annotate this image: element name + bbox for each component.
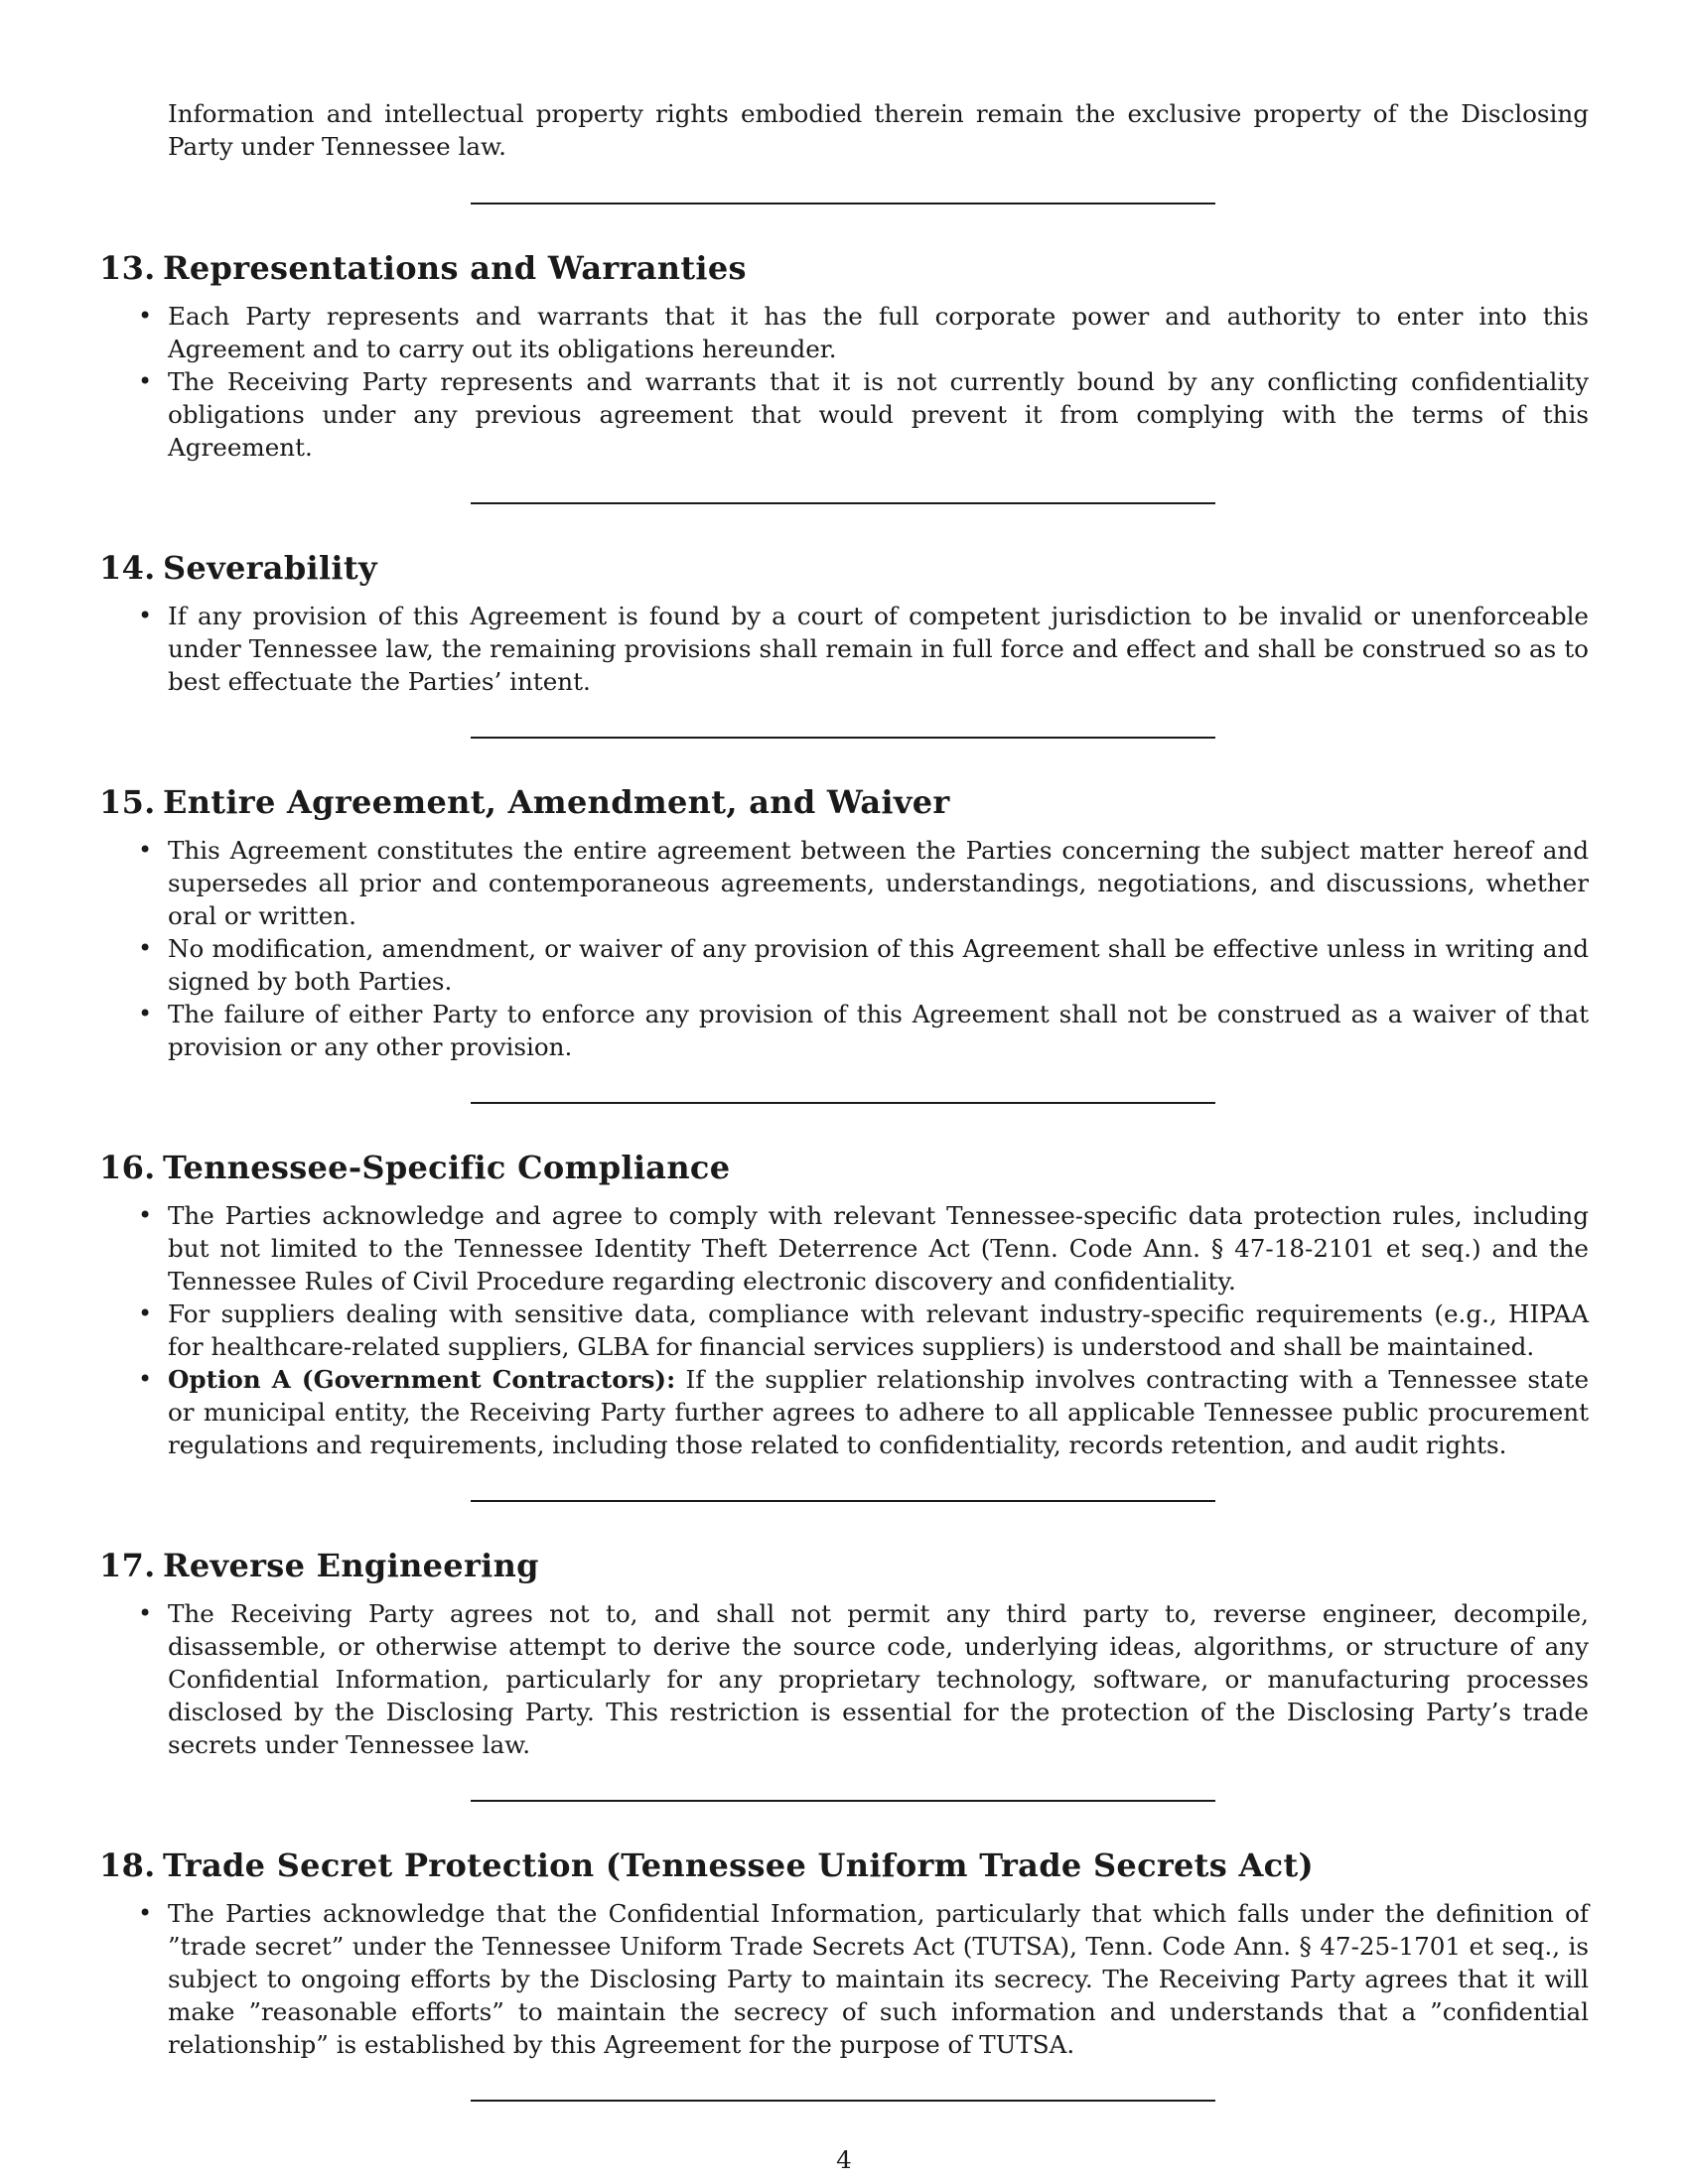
bullet-list [99, 1897, 1589, 2061]
list-item-text: Each Party represents and warrants that it has the full corporate power and authority to enter into this Agreement and to carry out its obligations hereunder. [168, 302, 1589, 363]
list-item [138, 600, 1589, 698]
bullet-icon: • [138, 934, 153, 962]
section-divider [471, 1500, 1215, 1502]
section-heading [99, 782, 1589, 822]
section-title: Representations and Warranties [163, 249, 747, 287]
list-item-text: The Parties acknowledge and agree to comply with relevant Tennessee-specific data protection rules, including but not limited to the Tennessee Identity Theft Deterrence Act (Tenn. Code Ann. § 47-18-2101 et seq.) and the Tennessee Rules of Civil Procedure regarding electronic discovery and confidentiality. [168, 1201, 1589, 1296]
section-number: 13. [99, 249, 156, 287]
section-number: 15. [99, 783, 156, 821]
option-label: Option A (Government Contractors): [168, 1365, 676, 1394]
list-item-text: No modification, amendment, or waiver of any provision of this Agreement shall be effective unless in writing and signed by both Parties. [168, 934, 1589, 996]
list-item [138, 932, 1589, 998]
bullet-list [99, 600, 1589, 698]
section-title: Entire Agreement, Amendment, and Waiver [163, 783, 950, 821]
list-item [138, 1297, 1589, 1363]
section-14 [99, 548, 1589, 698]
section-18 [99, 1845, 1589, 2061]
section-number: 17. [99, 1547, 156, 1584]
bullet-icon: • [138, 1201, 153, 1229]
section-15 [99, 782, 1589, 1063]
section-divider [471, 2100, 1215, 2102]
section-heading [99, 548, 1589, 588]
section-13 [99, 248, 1589, 464]
bullet-icon: • [138, 1899, 153, 1927]
section-heading [99, 248, 1589, 288]
section-title: Reverse Engineering [163, 1547, 539, 1584]
bullet-list [99, 300, 1589, 464]
section-17 [99, 1546, 1589, 1761]
section-16 [99, 1148, 1589, 1461]
bullet-icon: • [138, 836, 153, 864]
list-item [138, 1897, 1589, 2061]
section-divider [471, 502, 1215, 504]
list-item [138, 998, 1589, 1063]
bullet-icon: • [138, 1599, 153, 1627]
section-divider [471, 737, 1215, 739]
section-divider [471, 203, 1215, 205]
bullet-icon: • [138, 1365, 153, 1393]
bullet-icon: • [138, 1299, 153, 1327]
list-item-text: The Receiving Party agrees not to, and shall not permit any third party to, reverse engineer, decompile, disassemble, or otherwise attempt to derive the source code, underlying ideas, algorithms, or structure of any Confidential Information, particularly for any proprietary technology, software, or manufacturing processes disclosed by the Disclosing Party. This restriction is essential for the protection of the Disclosing Party’s trade secrets under Tennessee law. [168, 1599, 1589, 1759]
list-item-text: The failure of either Party to enforce any provision of this Agreement shall not be construed as a waiver of that provision or any other provision. [168, 1000, 1589, 1061]
section-number: 18. [99, 1846, 156, 1884]
bullet-list [99, 1597, 1589, 1761]
bullet-icon: • [138, 1000, 153, 1027]
list-item-text: The Receiving Party represents and warrants that it is not currently bound by any conflicting confidentiality obligations under any previous agreement that would prevent it from complying with the terms of this Agreement. [168, 367, 1589, 462]
section-number: 16. [99, 1149, 156, 1186]
section-title: Severability [163, 549, 377, 587]
list-item [138, 1597, 1589, 1761]
bullet-list [99, 834, 1589, 1063]
list-item-text: The Parties acknowledge that the Confidential Information, particularly that which falls under the definition of ”trade secret” under the Tennessee Uniform Trade Secrets Act (TUTSA), Tenn. Code Ann. § 47-25-1701 et seq., is subject to ongoing efforts by the Disclosing Party to maintain its secrecy. The Receiving Party agrees that it will make ”reasonable efforts” to maintain the secrecy of such information and understands that a ”confidential relationship” is established by this Agreement for the purpose of TUTSA. [168, 1899, 1589, 2059]
list-item-text: If any provision of this Agreement is found by a court of competent jurisdiction to be invalid or unenforceable under Tennessee law, the remaining provisions shall remain in full force and effect and shall be construed so as to best effectuate the Parties’ intent. [168, 602, 1589, 696]
bullet-icon: • [138, 367, 153, 395]
page-content [99, 97, 1589, 2102]
list-item-text: This Agreement constitutes the entire agreement between the Parties concerning the subject matter hereof and supersedes all prior and contemporaneous agreements, understandings, negotiations, and discussions, whether oral or written. [168, 836, 1589, 930]
list-item [138, 365, 1589, 464]
section-heading [99, 1148, 1589, 1187]
section-divider [471, 1800, 1215, 1802]
list-item-text: For suppliers dealing with sensitive data, compliance with relevant industry-specific requirements (e.g., HIPAA for healthcare-related suppliers, GLBA for financial services suppliers) is understood and shall be maintained. [168, 1299, 1589, 1361]
section-divider [471, 1102, 1215, 1104]
page-number: 4 [836, 2145, 852, 2174]
list-item-text: If the supplier relationship involves contracting with a Tennessee state or municipal entity, the Receiving Party further agrees to adhere to all applicable Tennessee public procurement regulations and requirements, including those related to confidentiality, records retention, and audit rights. [168, 1365, 1589, 1459]
list-item [138, 1199, 1589, 1297]
section-heading [99, 1845, 1589, 1885]
bullet-list [99, 1199, 1589, 1461]
section-heading [99, 1546, 1589, 1585]
section-title: Trade Secret Protection (Tennessee Uniform Trade Secrets Act) [163, 1846, 1314, 1884]
bullet-icon: • [138, 302, 153, 330]
section-title: Tennessee-Specific Compliance [163, 1149, 731, 1186]
section-number: 14. [99, 549, 156, 587]
list-item [138, 834, 1589, 932]
list-item [138, 300, 1589, 365]
list-item [138, 1363, 1589, 1461]
intro-paragraph: Information and intellectual property rights embodied therein remain the exclusive property of the Disclosing Party under Tennessee law. [168, 99, 1589, 161]
bullet-icon: • [138, 602, 153, 629]
